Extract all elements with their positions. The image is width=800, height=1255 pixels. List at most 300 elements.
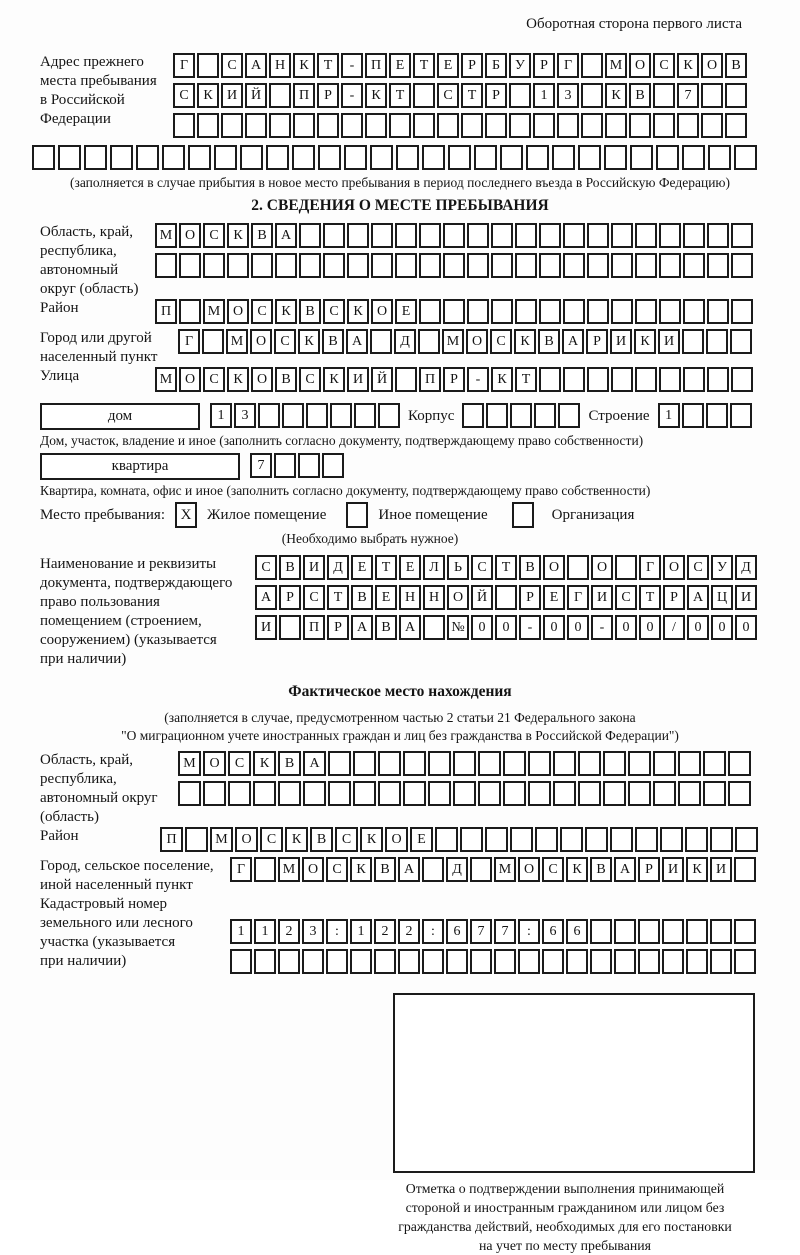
char-cell[interactable]: Е [410, 827, 433, 852]
char-cell[interactable]: 2 [398, 919, 420, 944]
char-cell[interactable] [638, 919, 660, 944]
char-cell[interactable] [660, 827, 683, 852]
char-cell[interactable] [509, 83, 531, 108]
char-cell[interactable] [686, 949, 708, 974]
char-cell[interactable] [467, 299, 489, 324]
char-cell[interactable] [653, 83, 675, 108]
char-cell[interactable] [659, 299, 681, 324]
char-cell[interactable]: К [275, 299, 297, 324]
char-cell[interactable]: И [658, 329, 680, 354]
char-cell[interactable]: О [663, 555, 685, 580]
char-cell[interactable] [418, 329, 440, 354]
char-cell[interactable]: О [629, 53, 651, 78]
char-cell[interactable] [677, 113, 699, 138]
char-cell[interactable] [630, 145, 653, 170]
char-cell[interactable]: А [614, 857, 636, 882]
char-cell[interactable] [470, 949, 492, 974]
char-cell[interactable]: О [466, 329, 488, 354]
char-cell[interactable] [682, 403, 704, 428]
char-cell[interactable]: К [227, 223, 249, 248]
char-cell[interactable] [515, 299, 537, 324]
char-cell[interactable]: - [341, 53, 363, 78]
char-cell[interactable] [328, 751, 351, 776]
char-cell[interactable] [203, 781, 226, 806]
char-cell[interactable] [526, 145, 549, 170]
char-cell[interactable] [188, 145, 211, 170]
char-cell[interactable]: 0 [615, 615, 637, 640]
char-cell[interactable]: 2 [374, 919, 396, 944]
char-cell[interactable] [611, 299, 633, 324]
char-cell[interactable] [302, 949, 324, 974]
char-cell[interactable] [330, 403, 352, 428]
char-cell[interactable] [682, 329, 704, 354]
char-cell[interactable] [443, 299, 465, 324]
char-cell[interactable]: И [255, 615, 277, 640]
char-cell[interactable]: Ц [711, 585, 733, 610]
char-cell[interactable]: А [399, 615, 421, 640]
char-cell[interactable]: В [322, 329, 344, 354]
char-cell[interactable] [615, 555, 637, 580]
char-cell[interactable] [353, 751, 376, 776]
char-cell[interactable]: 0 [711, 615, 733, 640]
char-cell[interactable]: С [221, 53, 243, 78]
char-cell[interactable]: М [278, 857, 300, 882]
char-cell[interactable] [510, 403, 532, 428]
char-cell[interactable] [563, 367, 585, 392]
char-cell[interactable] [378, 751, 401, 776]
char-cell[interactable] [578, 751, 601, 776]
char-cell[interactable]: Д [446, 857, 468, 882]
char-cell[interactable]: Д [735, 555, 757, 580]
char-cell[interactable] [731, 223, 753, 248]
char-cell[interactable] [706, 329, 728, 354]
char-cell[interactable] [581, 53, 603, 78]
char-cell[interactable] [403, 781, 426, 806]
char-cell[interactable] [347, 253, 369, 278]
char-cell[interactable] [710, 949, 732, 974]
char-cell[interactable] [566, 949, 588, 974]
char-cell[interactable] [635, 367, 657, 392]
char-cell[interactable]: И [221, 83, 243, 108]
char-cell[interactable] [710, 827, 733, 852]
char-cell[interactable] [710, 919, 732, 944]
char-cell[interactable]: О [543, 555, 565, 580]
char-cell[interactable]: Т [413, 53, 435, 78]
char-cell[interactable] [703, 751, 726, 776]
char-cell[interactable] [509, 113, 531, 138]
char-cell[interactable]: У [711, 555, 733, 580]
char-cell[interactable] [683, 223, 705, 248]
char-cell[interactable] [635, 223, 657, 248]
char-cell[interactable] [197, 53, 219, 78]
char-cell[interactable] [730, 403, 752, 428]
char-cell[interactable] [155, 253, 177, 278]
char-cell[interactable]: О [227, 299, 249, 324]
char-cell[interactable]: А [275, 223, 297, 248]
char-cell[interactable] [653, 781, 676, 806]
char-cell[interactable] [653, 113, 675, 138]
char-cell[interactable] [552, 145, 575, 170]
char-cell[interactable]: Т [639, 585, 661, 610]
char-cell[interactable] [197, 113, 219, 138]
char-cell[interactable]: А [346, 329, 368, 354]
char-cell[interactable] [374, 949, 396, 974]
char-cell[interactable] [461, 113, 483, 138]
char-cell[interactable]: Д [327, 555, 349, 580]
char-cell[interactable]: 1 [210, 403, 232, 428]
char-cell[interactable]: И [610, 329, 632, 354]
char-cell[interactable]: К [323, 367, 345, 392]
char-cell[interactable]: Е [395, 299, 417, 324]
char-cell[interactable]: С [471, 555, 493, 580]
char-cell[interactable]: Г [178, 329, 200, 354]
char-cell[interactable] [240, 145, 263, 170]
char-cell[interactable]: В [275, 367, 297, 392]
char-cell[interactable]: Т [327, 585, 349, 610]
char-cell[interactable]: В [351, 585, 373, 610]
char-cell[interactable]: Т [495, 555, 517, 580]
char-cell[interactable] [491, 253, 513, 278]
char-cell[interactable] [462, 403, 484, 428]
char-cell[interactable] [396, 145, 419, 170]
char-cell[interactable] [395, 367, 417, 392]
char-cell[interactable] [707, 253, 729, 278]
char-cell[interactable]: : [422, 919, 444, 944]
char-cell[interactable]: К [491, 367, 513, 392]
char-cell[interactable] [659, 223, 681, 248]
char-cell[interactable] [590, 919, 612, 944]
char-cell[interactable]: О [179, 367, 201, 392]
char-cell[interactable] [515, 253, 537, 278]
char-cell[interactable]: С [255, 555, 277, 580]
char-cell[interactable] [299, 253, 321, 278]
char-cell[interactable] [534, 403, 556, 428]
char-cell[interactable] [701, 83, 723, 108]
char-cell[interactable]: К [347, 299, 369, 324]
char-cell[interactable] [614, 919, 636, 944]
char-cell[interactable]: Е [375, 585, 397, 610]
char-cell[interactable] [293, 113, 315, 138]
char-cell[interactable] [306, 403, 328, 428]
char-cell[interactable] [678, 781, 701, 806]
char-cell[interactable] [635, 253, 657, 278]
char-cell[interactable]: / [663, 615, 685, 640]
char-cell[interactable]: С [228, 751, 251, 776]
char-cell[interactable]: О [179, 223, 201, 248]
char-cell[interactable] [136, 145, 159, 170]
char-cell[interactable] [734, 857, 756, 882]
char-cell[interactable] [685, 827, 708, 852]
char-cell[interactable]: М [494, 857, 516, 882]
char-cell[interactable]: В [299, 299, 321, 324]
char-cell[interactable] [728, 751, 751, 776]
char-cell[interactable]: И [303, 555, 325, 580]
char-cell[interactable] [728, 781, 751, 806]
char-cell[interactable] [370, 329, 392, 354]
char-cell[interactable]: Л [423, 555, 445, 580]
char-cell[interactable] [628, 781, 651, 806]
char-cell[interactable]: К [686, 857, 708, 882]
char-cell[interactable] [428, 751, 451, 776]
char-cell[interactable]: О [518, 857, 540, 882]
char-cell[interactable] [282, 403, 304, 428]
char-cell[interactable]: 0 [495, 615, 517, 640]
char-cell[interactable] [603, 781, 626, 806]
char-cell[interactable] [221, 113, 243, 138]
char-cell[interactable] [446, 949, 468, 974]
char-cell[interactable]: 0 [567, 615, 589, 640]
char-cell[interactable]: 0 [735, 615, 757, 640]
char-cell[interactable] [611, 253, 633, 278]
char-cell[interactable] [258, 403, 280, 428]
char-cell[interactable] [254, 857, 276, 882]
char-cell[interactable]: Р [663, 585, 685, 610]
char-cell[interactable]: У [509, 53, 531, 78]
char-cell[interactable]: В [519, 555, 541, 580]
char-cell[interactable]: Р [519, 585, 541, 610]
char-cell[interactable] [344, 145, 367, 170]
char-cell[interactable] [515, 223, 537, 248]
char-cell[interactable]: Т [461, 83, 483, 108]
char-cell[interactable]: С [251, 299, 273, 324]
char-cell[interactable] [365, 113, 387, 138]
char-cell[interactable] [467, 223, 489, 248]
char-cell[interactable] [395, 223, 417, 248]
char-cell[interactable]: Е [399, 555, 421, 580]
char-cell[interactable] [683, 299, 705, 324]
char-cell[interactable] [678, 751, 701, 776]
char-cell[interactable] [629, 113, 651, 138]
char-cell[interactable] [682, 145, 705, 170]
char-cell[interactable]: Г [557, 53, 579, 78]
char-cell[interactable]: М [605, 53, 627, 78]
char-cell[interactable]: Н [269, 53, 291, 78]
char-cell[interactable] [389, 113, 411, 138]
char-cell[interactable] [328, 781, 351, 806]
char-cell[interactable] [539, 299, 561, 324]
char-cell[interactable] [659, 367, 681, 392]
char-cell[interactable] [322, 453, 344, 478]
char-cell[interactable]: И [735, 585, 757, 610]
char-cell[interactable]: Д [394, 329, 416, 354]
char-cell[interactable] [610, 827, 633, 852]
char-cell[interactable]: Т [515, 367, 537, 392]
char-cell[interactable] [413, 83, 435, 108]
char-cell[interactable] [179, 299, 201, 324]
char-cell[interactable]: В [725, 53, 747, 78]
char-cell[interactable]: 1 [658, 403, 680, 428]
char-cell[interactable]: В [278, 751, 301, 776]
char-cell[interactable]: - [591, 615, 613, 640]
char-cell[interactable]: П [365, 53, 387, 78]
char-cell[interactable]: М [203, 299, 225, 324]
char-cell[interactable] [638, 949, 660, 974]
char-cell[interactable]: 1 [533, 83, 555, 108]
char-cell[interactable]: 7 [677, 83, 699, 108]
char-cell[interactable]: К [605, 83, 627, 108]
char-cell[interactable] [443, 223, 465, 248]
char-cell[interactable]: Г [567, 585, 589, 610]
char-cell[interactable]: Т [375, 555, 397, 580]
char-cell[interactable] [539, 367, 561, 392]
char-cell[interactable]: Р [485, 83, 507, 108]
char-cell[interactable] [535, 827, 558, 852]
char-cell[interactable]: : [326, 919, 348, 944]
char-cell[interactable]: Й [371, 367, 393, 392]
char-cell[interactable]: В [590, 857, 612, 882]
char-cell[interactable]: И [662, 857, 684, 882]
char-cell[interactable] [453, 781, 476, 806]
char-cell[interactable]: М [442, 329, 464, 354]
char-cell[interactable] [419, 253, 441, 278]
char-cell[interactable] [518, 949, 540, 974]
char-cell[interactable]: Н [423, 585, 445, 610]
char-cell[interactable] [347, 223, 369, 248]
char-cell[interactable] [303, 781, 326, 806]
char-cell[interactable] [474, 145, 497, 170]
char-cell[interactable] [485, 827, 508, 852]
char-cell[interactable]: 7 [494, 919, 516, 944]
char-cell[interactable] [292, 145, 315, 170]
char-cell[interactable] [227, 253, 249, 278]
char-cell[interactable]: В [251, 223, 273, 248]
char-cell[interactable] [491, 299, 513, 324]
char-cell[interactable] [558, 403, 580, 428]
char-cell[interactable]: П [155, 299, 177, 324]
char-cell[interactable] [581, 113, 603, 138]
char-cell[interactable] [491, 223, 513, 248]
char-cell[interactable]: П [419, 367, 441, 392]
char-cell[interactable] [653, 751, 676, 776]
char-cell[interactable] [628, 751, 651, 776]
char-cell[interactable]: А [562, 329, 584, 354]
char-cell[interactable]: О [371, 299, 393, 324]
char-cell[interactable]: Р [638, 857, 660, 882]
char-cell[interactable] [707, 367, 729, 392]
char-cell[interactable]: И [591, 585, 613, 610]
char-cell[interactable] [560, 827, 583, 852]
char-cell[interactable] [563, 299, 585, 324]
char-cell[interactable]: С [490, 329, 512, 354]
char-cell[interactable] [510, 827, 533, 852]
char-cell[interactable]: С [687, 555, 709, 580]
stay-type-checkbox-organization[interactable] [512, 502, 534, 528]
char-cell[interactable] [254, 949, 276, 974]
char-cell[interactable] [553, 751, 576, 776]
char-cell[interactable] [590, 949, 612, 974]
char-cell[interactable] [214, 145, 237, 170]
char-cell[interactable] [686, 919, 708, 944]
char-cell[interactable] [435, 827, 458, 852]
char-cell[interactable]: П [303, 615, 325, 640]
char-cell[interactable] [662, 949, 684, 974]
char-cell[interactable]: И [347, 367, 369, 392]
char-cell[interactable] [350, 949, 372, 974]
char-cell[interactable]: Г [173, 53, 195, 78]
char-cell[interactable] [731, 299, 753, 324]
char-cell[interactable]: С [335, 827, 358, 852]
stay-type-checkbox-residential[interactable]: X [175, 502, 197, 528]
char-cell[interactable] [428, 781, 451, 806]
char-cell[interactable] [578, 781, 601, 806]
char-cell[interactable] [563, 253, 585, 278]
char-cell[interactable]: Е [437, 53, 459, 78]
char-cell[interactable]: 1 [230, 919, 252, 944]
char-cell[interactable]: - [519, 615, 541, 640]
char-cell[interactable] [539, 253, 561, 278]
char-cell[interactable] [503, 781, 526, 806]
char-cell[interactable] [528, 751, 551, 776]
char-cell[interactable] [299, 223, 321, 248]
char-cell[interactable]: Г [230, 857, 252, 882]
char-cell[interactable]: 6 [566, 919, 588, 944]
char-cell[interactable]: К [514, 329, 536, 354]
char-cell[interactable] [528, 781, 551, 806]
char-cell[interactable] [734, 949, 756, 974]
char-cell[interactable] [567, 555, 589, 580]
char-cell[interactable] [110, 145, 133, 170]
char-cell[interactable]: К [197, 83, 219, 108]
char-cell[interactable] [58, 145, 81, 170]
char-cell[interactable] [503, 751, 526, 776]
char-cell[interactable] [656, 145, 679, 170]
char-cell[interactable] [269, 113, 291, 138]
char-cell[interactable] [578, 145, 601, 170]
char-cell[interactable]: К [350, 857, 372, 882]
char-cell[interactable]: А [687, 585, 709, 610]
char-cell[interactable]: С [653, 53, 675, 78]
char-cell[interactable] [32, 145, 55, 170]
char-cell[interactable] [470, 857, 492, 882]
char-cell[interactable] [275, 253, 297, 278]
char-cell[interactable]: - [341, 83, 363, 108]
char-cell[interactable]: С [323, 299, 345, 324]
char-cell[interactable] [269, 83, 291, 108]
char-cell[interactable]: Р [317, 83, 339, 108]
char-cell[interactable]: С [173, 83, 195, 108]
char-cell[interactable] [274, 453, 296, 478]
char-cell[interactable]: П [293, 83, 315, 108]
char-cell[interactable] [448, 145, 471, 170]
char-cell[interactable]: А [303, 751, 326, 776]
char-cell[interactable] [278, 781, 301, 806]
char-cell[interactable]: 1 [350, 919, 372, 944]
char-cell[interactable] [317, 113, 339, 138]
char-cell[interactable]: 6 [446, 919, 468, 944]
char-cell[interactable]: Р [327, 615, 349, 640]
char-cell[interactable]: К [253, 751, 276, 776]
char-cell[interactable] [486, 403, 508, 428]
char-cell[interactable]: О [250, 329, 272, 354]
char-cell[interactable]: Т [317, 53, 339, 78]
char-cell[interactable]: О [591, 555, 613, 580]
char-cell[interactable] [725, 113, 747, 138]
char-cell[interactable] [611, 367, 633, 392]
char-cell[interactable] [395, 253, 417, 278]
char-cell[interactable]: К [566, 857, 588, 882]
char-cell[interactable] [437, 113, 459, 138]
char-cell[interactable]: К [285, 827, 308, 852]
char-cell[interactable] [378, 781, 401, 806]
char-cell[interactable] [731, 253, 753, 278]
char-cell[interactable] [251, 253, 273, 278]
char-cell[interactable]: С [299, 367, 321, 392]
char-cell[interactable]: А [245, 53, 267, 78]
char-cell[interactable] [539, 223, 561, 248]
char-cell[interactable] [734, 919, 756, 944]
char-cell[interactable]: Е [351, 555, 373, 580]
char-cell[interactable] [734, 145, 757, 170]
